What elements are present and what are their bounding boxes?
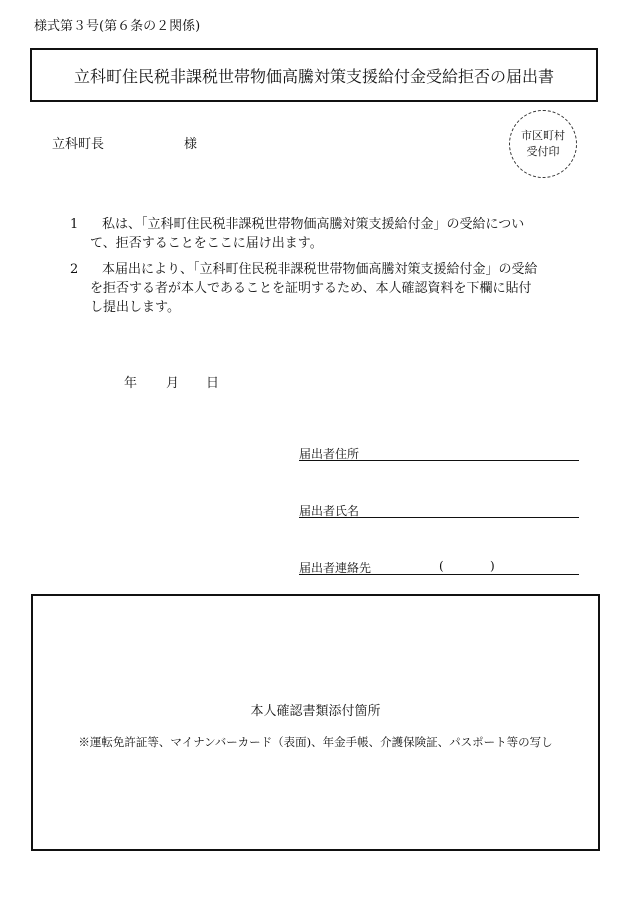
addressee: 立科町長 — [52, 137, 105, 152]
contact-paren-open: ( — [439, 559, 444, 573]
statement-item-2 — [70, 260, 540, 317]
contact-paren-close: ) — [490, 559, 495, 573]
applicant-contact-label: 届出者連絡先 — [299, 561, 372, 575]
stamp-line-2: 受付印 — [526, 145, 560, 158]
stamp-line-1: 市区町村 — [521, 129, 565, 142]
applicant-address-label: 届出者住所 — [299, 447, 360, 461]
date-year-label: 年 — [124, 376, 138, 391]
id-attachment-title: 本人確認書類添付箇所 — [250, 704, 381, 719]
id-attachment-note: ※運転免許証等、マイナンバーカード（表面)、年金手帳、介護保険証、パスポート等の写し — [78, 735, 553, 749]
item-text: 本届出により、「立科町住民税非課税世帯物価高騰対策支援給付金」の受給を拒否する者が本人であることを証明するため、本人確認資料を下欄に貼付し提出します。 — [90, 262, 538, 315]
applicant-name-field[interactable] — [299, 502, 579, 518]
statement-item-1 — [70, 215, 540, 253]
id-document-attachment-box — [31, 594, 600, 851]
date-day-label: 日 — [206, 376, 220, 391]
document-title-box — [30, 48, 598, 102]
date-month-label: 月 — [166, 376, 180, 391]
reception-stamp-area — [509, 110, 577, 178]
item-number: 2 — [70, 262, 79, 277]
applicant-address-field[interactable] — [299, 445, 579, 461]
item-number: 1 — [70, 217, 79, 232]
applicant-name-label: 届出者氏名 — [299, 504, 360, 518]
document-title: 立科町住民税非課税世帯物価高騰対策支援給付金受給拒否の届出書 — [73, 66, 554, 86]
item-text: 私は、「立科町住民税非課税世帯物価高騰対策支援給付金」の受給について、拒否することをここに届け出ます。 — [90, 217, 525, 251]
applicant-contact-field[interactable] — [299, 559, 579, 575]
honorific: 様 — [184, 137, 198, 152]
form-number: 様式第３号(第６条の２関係) — [34, 19, 201, 34]
